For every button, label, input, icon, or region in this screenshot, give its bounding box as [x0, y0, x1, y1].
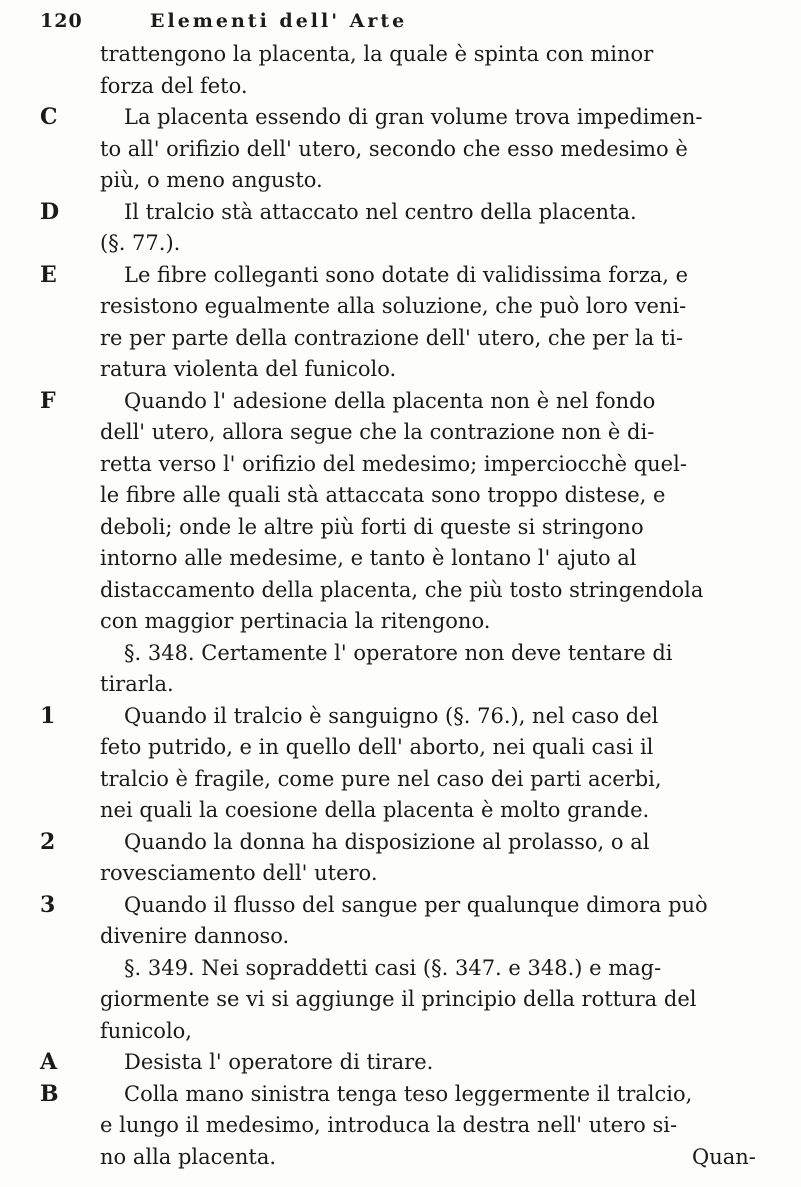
margin-marker: E [40, 261, 57, 288]
text-line [100, 448, 687, 480]
margin-marker: 3 [40, 891, 56, 918]
text-line [100, 1109, 677, 1141]
text-line [124, 952, 661, 984]
margin-marker: 1 [40, 702, 56, 729]
text-line [100, 983, 696, 1015]
text-line [100, 668, 174, 700]
line-text: La placenta essendo di gran volume trova impedimen- [124, 105, 703, 129]
line-text: §. 349. Nei sopraddetti casi (§. 347. e 348.) e mag- [124, 955, 662, 980]
running-head: Elementi dell' Arte [150, 10, 408, 32]
line-text: Quando il tralcio è sanguigno (§. 76.), nel caso del [124, 703, 659, 728]
margin-marker: B [40, 1080, 59, 1107]
text-line [100, 1141, 756, 1173]
text-line [100, 227, 180, 259]
line-text: deboli; onde le altre più forti di queste si stringono [100, 514, 644, 539]
line-text: Quando l' adesione della placenta non è nel fondo [124, 388, 656, 413]
text-line [124, 889, 708, 921]
page-header [40, 10, 640, 36]
line-text: Colla mano sinistra tenga teso leggermente il tralcio, [124, 1081, 693, 1106]
line-text: le fibre alle quali stà attaccata sono troppo distese, e [100, 483, 666, 507]
margin-marker: F [40, 387, 56, 414]
text-line [124, 101, 702, 133]
text-line [124, 826, 649, 858]
text-line [100, 353, 396, 385]
text-line [124, 1078, 692, 1110]
text-line [124, 700, 658, 732]
line-text: (§. 77.). [100, 231, 181, 255]
margin-marker: 2 [40, 828, 56, 855]
line-text: con maggior pertinacia la ritengono. [100, 609, 491, 633]
line-text: Quando la donna ha disposizione al prolasso, o al [124, 829, 650, 854]
line-text: Le fibre colleganti sono dotate di validissima forza, e [124, 262, 689, 287]
line-text: Il tralcio stà attaccato nel centro della placenta. [124, 199, 637, 224]
text-line [100, 763, 662, 795]
line-text: to all' orifizio dell' utero, secondo che esso medesimo è [100, 136, 688, 161]
text-line [100, 857, 378, 889]
catchword: Quan- [692, 1144, 756, 1169]
line-text: rovesciamento dell' utero. [100, 861, 378, 885]
text-line [124, 637, 673, 669]
line-text: e lungo il medesimo, introduca la destra nell' utero si- [100, 1113, 678, 1137]
line-text: re per parte della contrazione dell' utero, che per la ti- [100, 325, 684, 350]
line-text: funicolo, [100, 1018, 192, 1043]
page-number: 120 [40, 10, 83, 32]
text-line [100, 794, 649, 826]
line-text: dell' utero, allora segue che la contrazione non è di- [100, 420, 655, 444]
line-text: intorno alle medesime, e tanto è lontano l' ajuto al [100, 546, 637, 570]
text-line [100, 574, 703, 606]
text-line [100, 322, 683, 354]
margin-marker: C [40, 104, 58, 130]
line-text: retta verso l' orifizio del medesimo; imperciocchè quel- [100, 451, 687, 476]
line-text: trattengono la placenta, la quale è spinta con minor [100, 42, 654, 66]
text-line [100, 920, 289, 952]
margin-marker: A [40, 1049, 58, 1075]
line-text: più, o meno angusto. [100, 168, 323, 192]
line-text: Desista l' operatore di tirare. [124, 1050, 434, 1074]
text-line [100, 479, 665, 511]
line-text: tirarla. [100, 672, 174, 696]
line-text: nei quali la coesione della placenta è molto grande. [100, 798, 650, 822]
text-line [124, 196, 637, 228]
text-line [100, 290, 686, 322]
text-line [124, 259, 688, 291]
line-text: feto putrido, e in quello dell' aborto, nei quali casi il [100, 735, 654, 759]
text-line [100, 38, 653, 70]
text-line [124, 385, 655, 417]
text-line [100, 605, 490, 637]
line-text: §. 348. Certamente l' operatore non deve tentare di [124, 640, 673, 665]
text-line [100, 542, 637, 574]
line-text: distaccamento della placenta, che più tosto stringendola [100, 577, 704, 602]
text-line [100, 511, 644, 543]
text-line [100, 70, 248, 102]
text-line [100, 164, 323, 196]
line-text: forza del feto. [100, 73, 248, 98]
text-line [100, 1015, 192, 1047]
text-line [100, 416, 654, 448]
text-line [124, 1046, 433, 1078]
line-text: tralcio è fragile, come pure nel caso dei parti acerbi, [100, 766, 662, 791]
line-text: Quando il flusso del sangue per qualunque dimora può [124, 892, 708, 917]
line-text: giormente se vi si aggiunge il principio della rottura del [100, 987, 697, 1011]
line-text: no alla placenta. [100, 1144, 277, 1169]
text-line [100, 731, 653, 763]
line-text: resistono egualmente alla soluzione, che può loro veni- [100, 294, 687, 318]
line-text: divenire dannoso. [100, 924, 290, 948]
text-line [100, 133, 688, 165]
line-text: ratura violenta del funicolo. [100, 357, 397, 381]
margin-marker: D [40, 198, 60, 225]
